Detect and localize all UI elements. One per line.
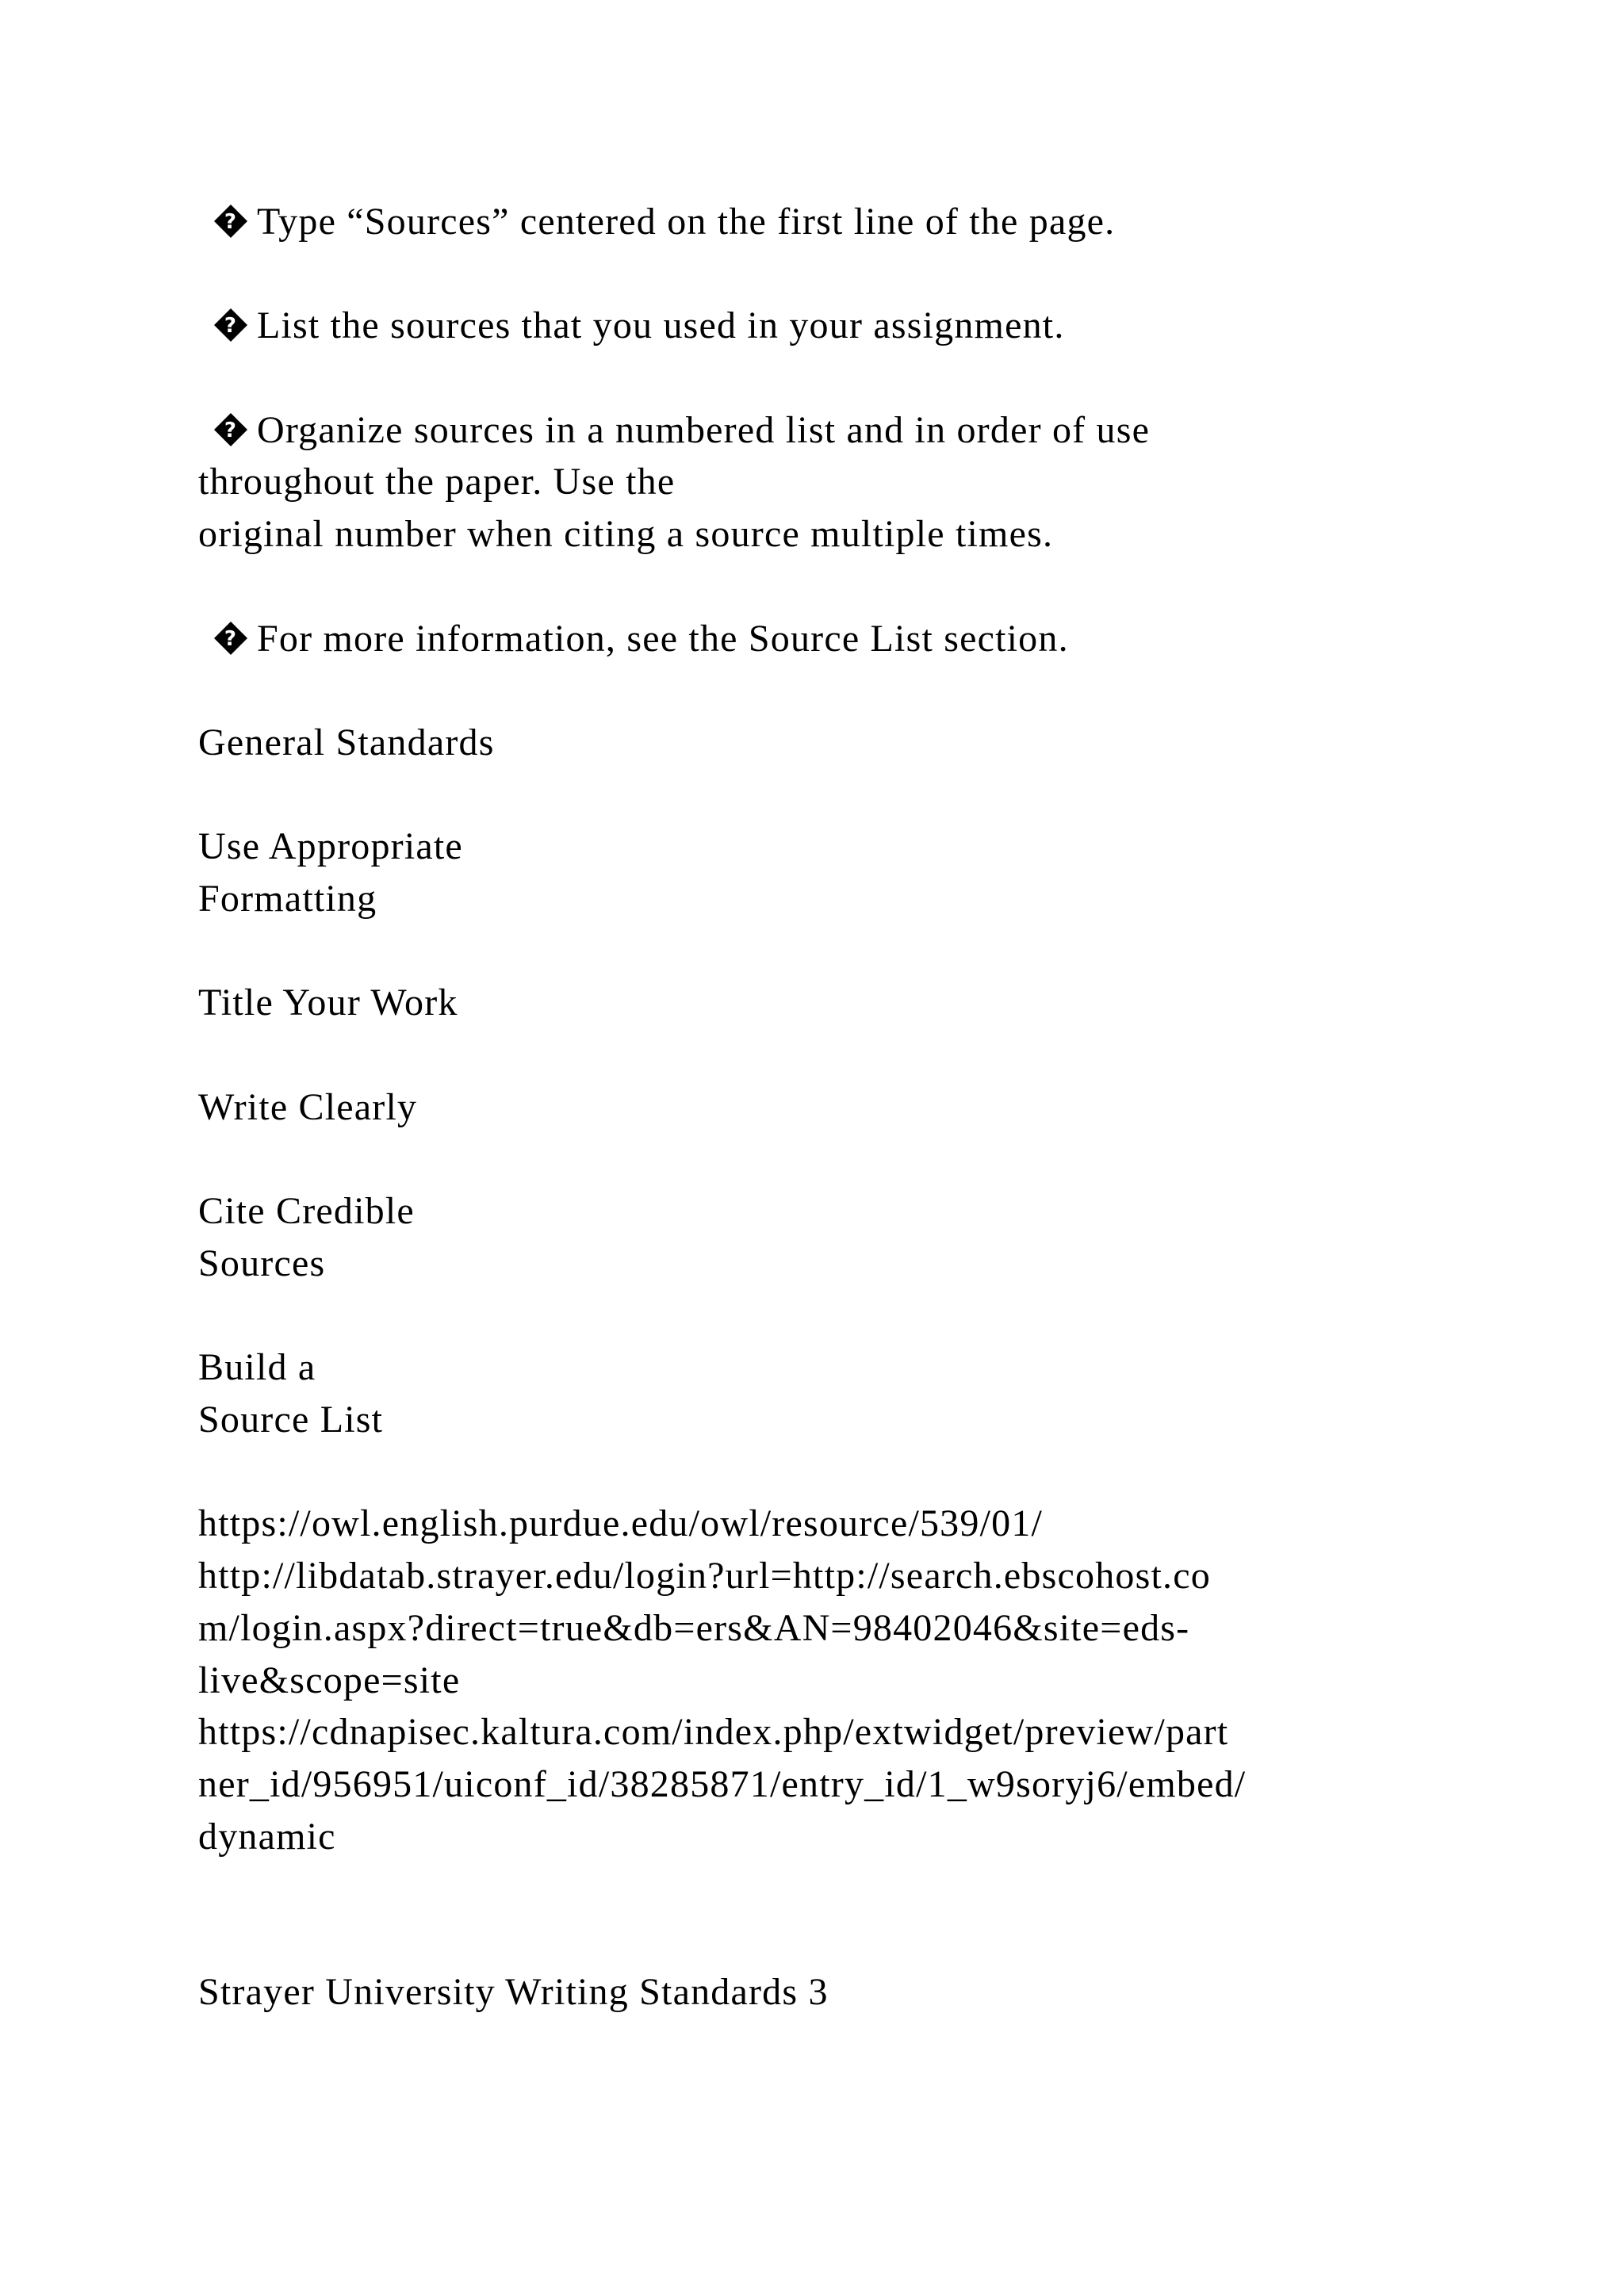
instruction-bullet <box>198 196 1530 248</box>
replacement-character-icon <box>213 203 249 239</box>
standard-item: Cite Credible Sources <box>198 1190 415 1284</box>
standard-item: Title Your Work <box>198 982 458 1024</box>
instruction-bullet <box>198 404 1530 561</box>
standard-item: Use Appropriate Formatting <box>198 825 463 920</box>
source-url[interactable]: https://owl.english.purdue.edu/owl/resource/539/01/ <box>198 1502 1044 1545</box>
standard-item: Build a Source List <box>198 1346 384 1441</box>
replacement-character-icon <box>213 411 249 448</box>
svg-text:?: ? <box>224 314 238 339</box>
document-body <box>198 196 1530 2019</box>
source-url[interactable]: http://libdatab.strayer.edu/login?url=http://search.ebscohost.co m/login.aspx?direct=true&db=ers&AN=98402046&site=eds- live&scope=site <box>198 1555 1211 1701</box>
spacer <box>198 1862 1530 1966</box>
page-footer: Strayer University Writing Standards 3 <box>198 1971 829 2014</box>
section-heading: General Standards <box>198 721 495 763</box>
instruction-bullet <box>198 300 1530 352</box>
instruction-text: For more information, see the Source List section. <box>257 617 1069 660</box>
standard-item: Write Clearly <box>198 1085 418 1128</box>
svg-text:?: ? <box>224 626 238 651</box>
replacement-character-icon <box>213 620 249 656</box>
svg-text:?: ? <box>224 210 238 234</box>
source-url[interactable]: https://cdnapisec.kaltura.com/index.php/extwidget/preview/part ner_id/956951/uiconf_id/38285871/entry_id/1_w9soryj6/embed/ dynamic <box>198 1711 1247 1858</box>
instruction-bullet <box>198 613 1530 665</box>
instruction-text: List the sources that you used in your assignment. <box>257 304 1065 347</box>
svg-text:?: ? <box>224 418 238 442</box>
instruction-text: Organize sources in a numbered list and in order of use throughout the paper. Use the original number when citing a source multiple times. <box>198 408 1151 556</box>
replacement-character-icon <box>213 307 249 343</box>
instruction-text: Type “Sources” centered on the first line of the page. <box>257 201 1116 243</box>
